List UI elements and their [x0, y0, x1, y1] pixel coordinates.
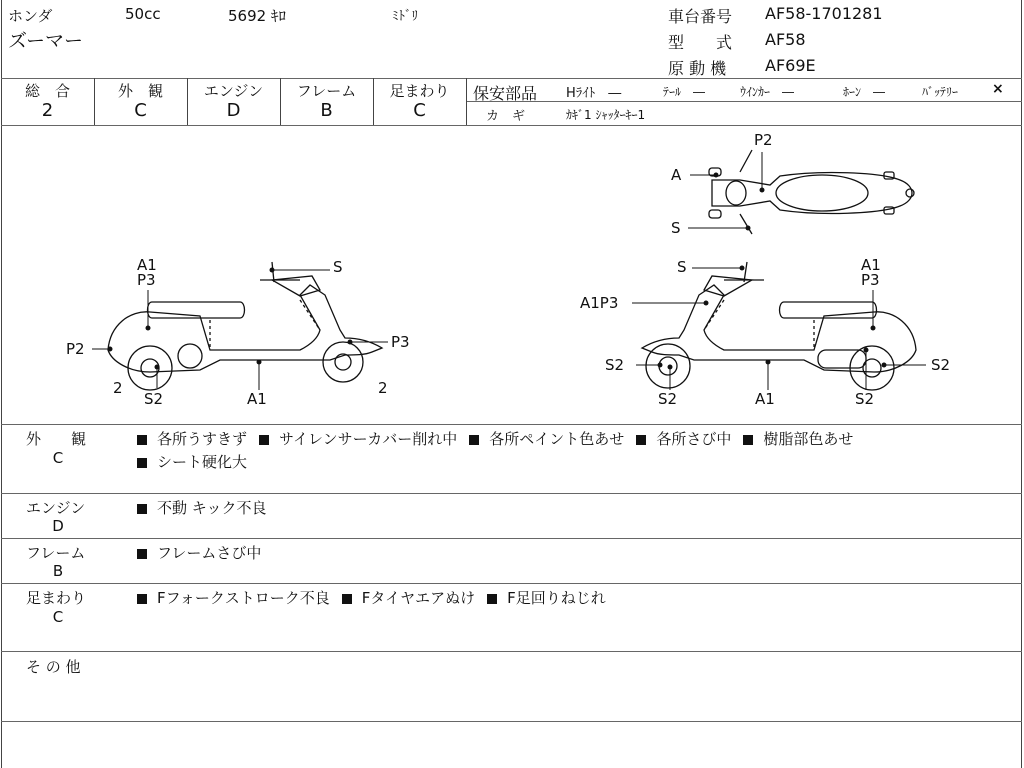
grade-total-value: 2 [41, 100, 54, 121]
grade-engine-value: D [226, 100, 241, 121]
remark-other-label: そ の 他 [26, 658, 81, 676]
remark-engine-grade: D [52, 517, 64, 535]
right-label-a1: A1 [861, 256, 881, 274]
remarks-divider-3 [1, 583, 1022, 584]
bullet-icon [137, 504, 147, 514]
safety-parts-title: 保安部品 [473, 84, 538, 103]
grade-exterior-label: 外 観 [117, 82, 163, 100]
bullet-icon [259, 435, 269, 445]
remark-item: シート硬化大 [157, 453, 248, 471]
left-label-s2: S2 [144, 390, 164, 408]
right-label-a1p3: A1P3 [580, 294, 619, 312]
bullet-icon [469, 435, 479, 445]
top-label-s: S [671, 219, 681, 237]
left-label-s: S [333, 258, 343, 276]
remark-item: 各所うすきず [157, 430, 248, 448]
right-label-a1-bottom: A1 [755, 390, 775, 408]
bullet-icon [137, 594, 147, 604]
top-label-a: A [671, 166, 682, 184]
bullet-icon [636, 435, 646, 445]
remark-suspension-items [137, 587, 606, 608]
displacement: 50cc [125, 5, 161, 23]
right-label-p3: P3 [861, 271, 880, 289]
remark-suspension-grade: C [52, 608, 64, 626]
frame-no-value: AF58-1701281 [765, 4, 883, 23]
left-label-p2: P2 [66, 340, 85, 358]
remark-exterior-label: 外 観 [26, 430, 87, 448]
remark-exterior-grade: C [52, 449, 64, 467]
bullet-icon [137, 435, 147, 445]
bullet-icon [487, 594, 497, 604]
battery-missing-mark: × [992, 81, 1004, 97]
key-value: ｶｷﾞ1 ｼｬｯﾀｰｷｰ1 [566, 108, 646, 122]
remarks-divider-4 [1, 651, 1022, 652]
safety-headlight: Hﾗｲﾄ ― [566, 86, 622, 101]
grade-exterior-value: C [134, 100, 147, 121]
engine-model-value: AF69E [765, 56, 816, 75]
safety-divider [467, 101, 1022, 102]
right-label-s2-right: S2 [931, 356, 951, 374]
bullet-icon [743, 435, 753, 445]
left-label-a1: A1 [137, 256, 157, 274]
maker: ホンダ [8, 7, 53, 25]
key-label: カ ギ [486, 109, 526, 124]
remark-item: 不動 キック不良 [157, 499, 267, 517]
remarks-bottom-border [1, 721, 1022, 722]
remark-item: サイレンサーカバー削れ中 [279, 430, 458, 448]
safety-horn: ﾎｰﾝ ― [843, 85, 886, 99]
remark-item: Fタイヤエアぬけ [361, 589, 476, 607]
grade-row-top-border [1, 78, 1022, 79]
remark-item: F足回りねじれ [507, 589, 606, 607]
safety-tail: ﾃｰﾙ ― [663, 85, 706, 99]
grade-total-label: 総 合 [24, 82, 70, 100]
top-view-leaders [688, 152, 762, 228]
remark-engine-items [137, 497, 266, 518]
damage-diagram [0, 126, 1022, 424]
bullet-icon [137, 458, 147, 468]
remarks-divider-2 [1, 538, 1022, 539]
safety-battery: ﾊﾞｯﾃﾘｰ [922, 85, 959, 99]
frame-no-label: 車台番号 [668, 7, 733, 26]
top-label-p2: P2 [754, 131, 773, 149]
remark-frame-label: フレーム [26, 544, 86, 562]
left-label-2-front: 2 [113, 379, 123, 397]
mileage: 5692 ｷﾛ [228, 7, 286, 25]
engine-model-label: 原 動 機 [668, 59, 727, 78]
remark-suspension-label: 足まわり [26, 589, 87, 607]
right-label-s2-left: S2 [605, 356, 625, 374]
color: ﾐﾄﾞﾘ [392, 9, 418, 24]
remarks-top-border [1, 424, 1022, 425]
remark-item: フレームさび中 [157, 544, 262, 562]
bullet-icon [137, 549, 147, 559]
remark-frame-grade: B [52, 562, 64, 580]
safety-winker: ｳｲﾝｶｰ ― [740, 85, 795, 99]
grade-divider-5 [466, 78, 467, 125]
bullet-icon [342, 594, 352, 604]
grade-suspension-label: 足まわり [389, 82, 450, 100]
remark-engine-label: エンジン [26, 499, 86, 517]
grade-frame-label: フレーム [296, 82, 357, 100]
grade-engine-label: エンジン [203, 82, 264, 100]
type-label: 型 式 [668, 33, 733, 52]
remark-item: 各所ペイント色あせ [489, 430, 625, 448]
remark-exterior-items-line1 [137, 428, 853, 449]
left-label-a1-bottom: A1 [247, 390, 267, 408]
remark-exterior-items-line2 [137, 451, 247, 472]
model-name: ズーマー [8, 30, 84, 52]
remark-item: 各所さび中 [656, 430, 732, 448]
left-label-p3: P3 [137, 271, 156, 289]
left-label-2-rear: 2 [378, 379, 388, 397]
remark-frame-items [137, 542, 261, 563]
right-label-s: S [677, 258, 687, 276]
top-view-scooter [709, 150, 914, 234]
remark-item: Fフォークストローク不良 [157, 589, 330, 607]
remarks-divider-1 [1, 493, 1022, 494]
grade-suspension-value: C [413, 100, 426, 121]
remark-item: 樹脂部色あせ [763, 430, 854, 448]
grade-frame-value: B [320, 100, 333, 121]
right-label-s2-front: S2 [658, 390, 678, 408]
right-label-s2-rear: S2 [855, 390, 875, 408]
left-label-p3-rear: P3 [391, 333, 410, 351]
type-value: AF58 [765, 30, 806, 49]
